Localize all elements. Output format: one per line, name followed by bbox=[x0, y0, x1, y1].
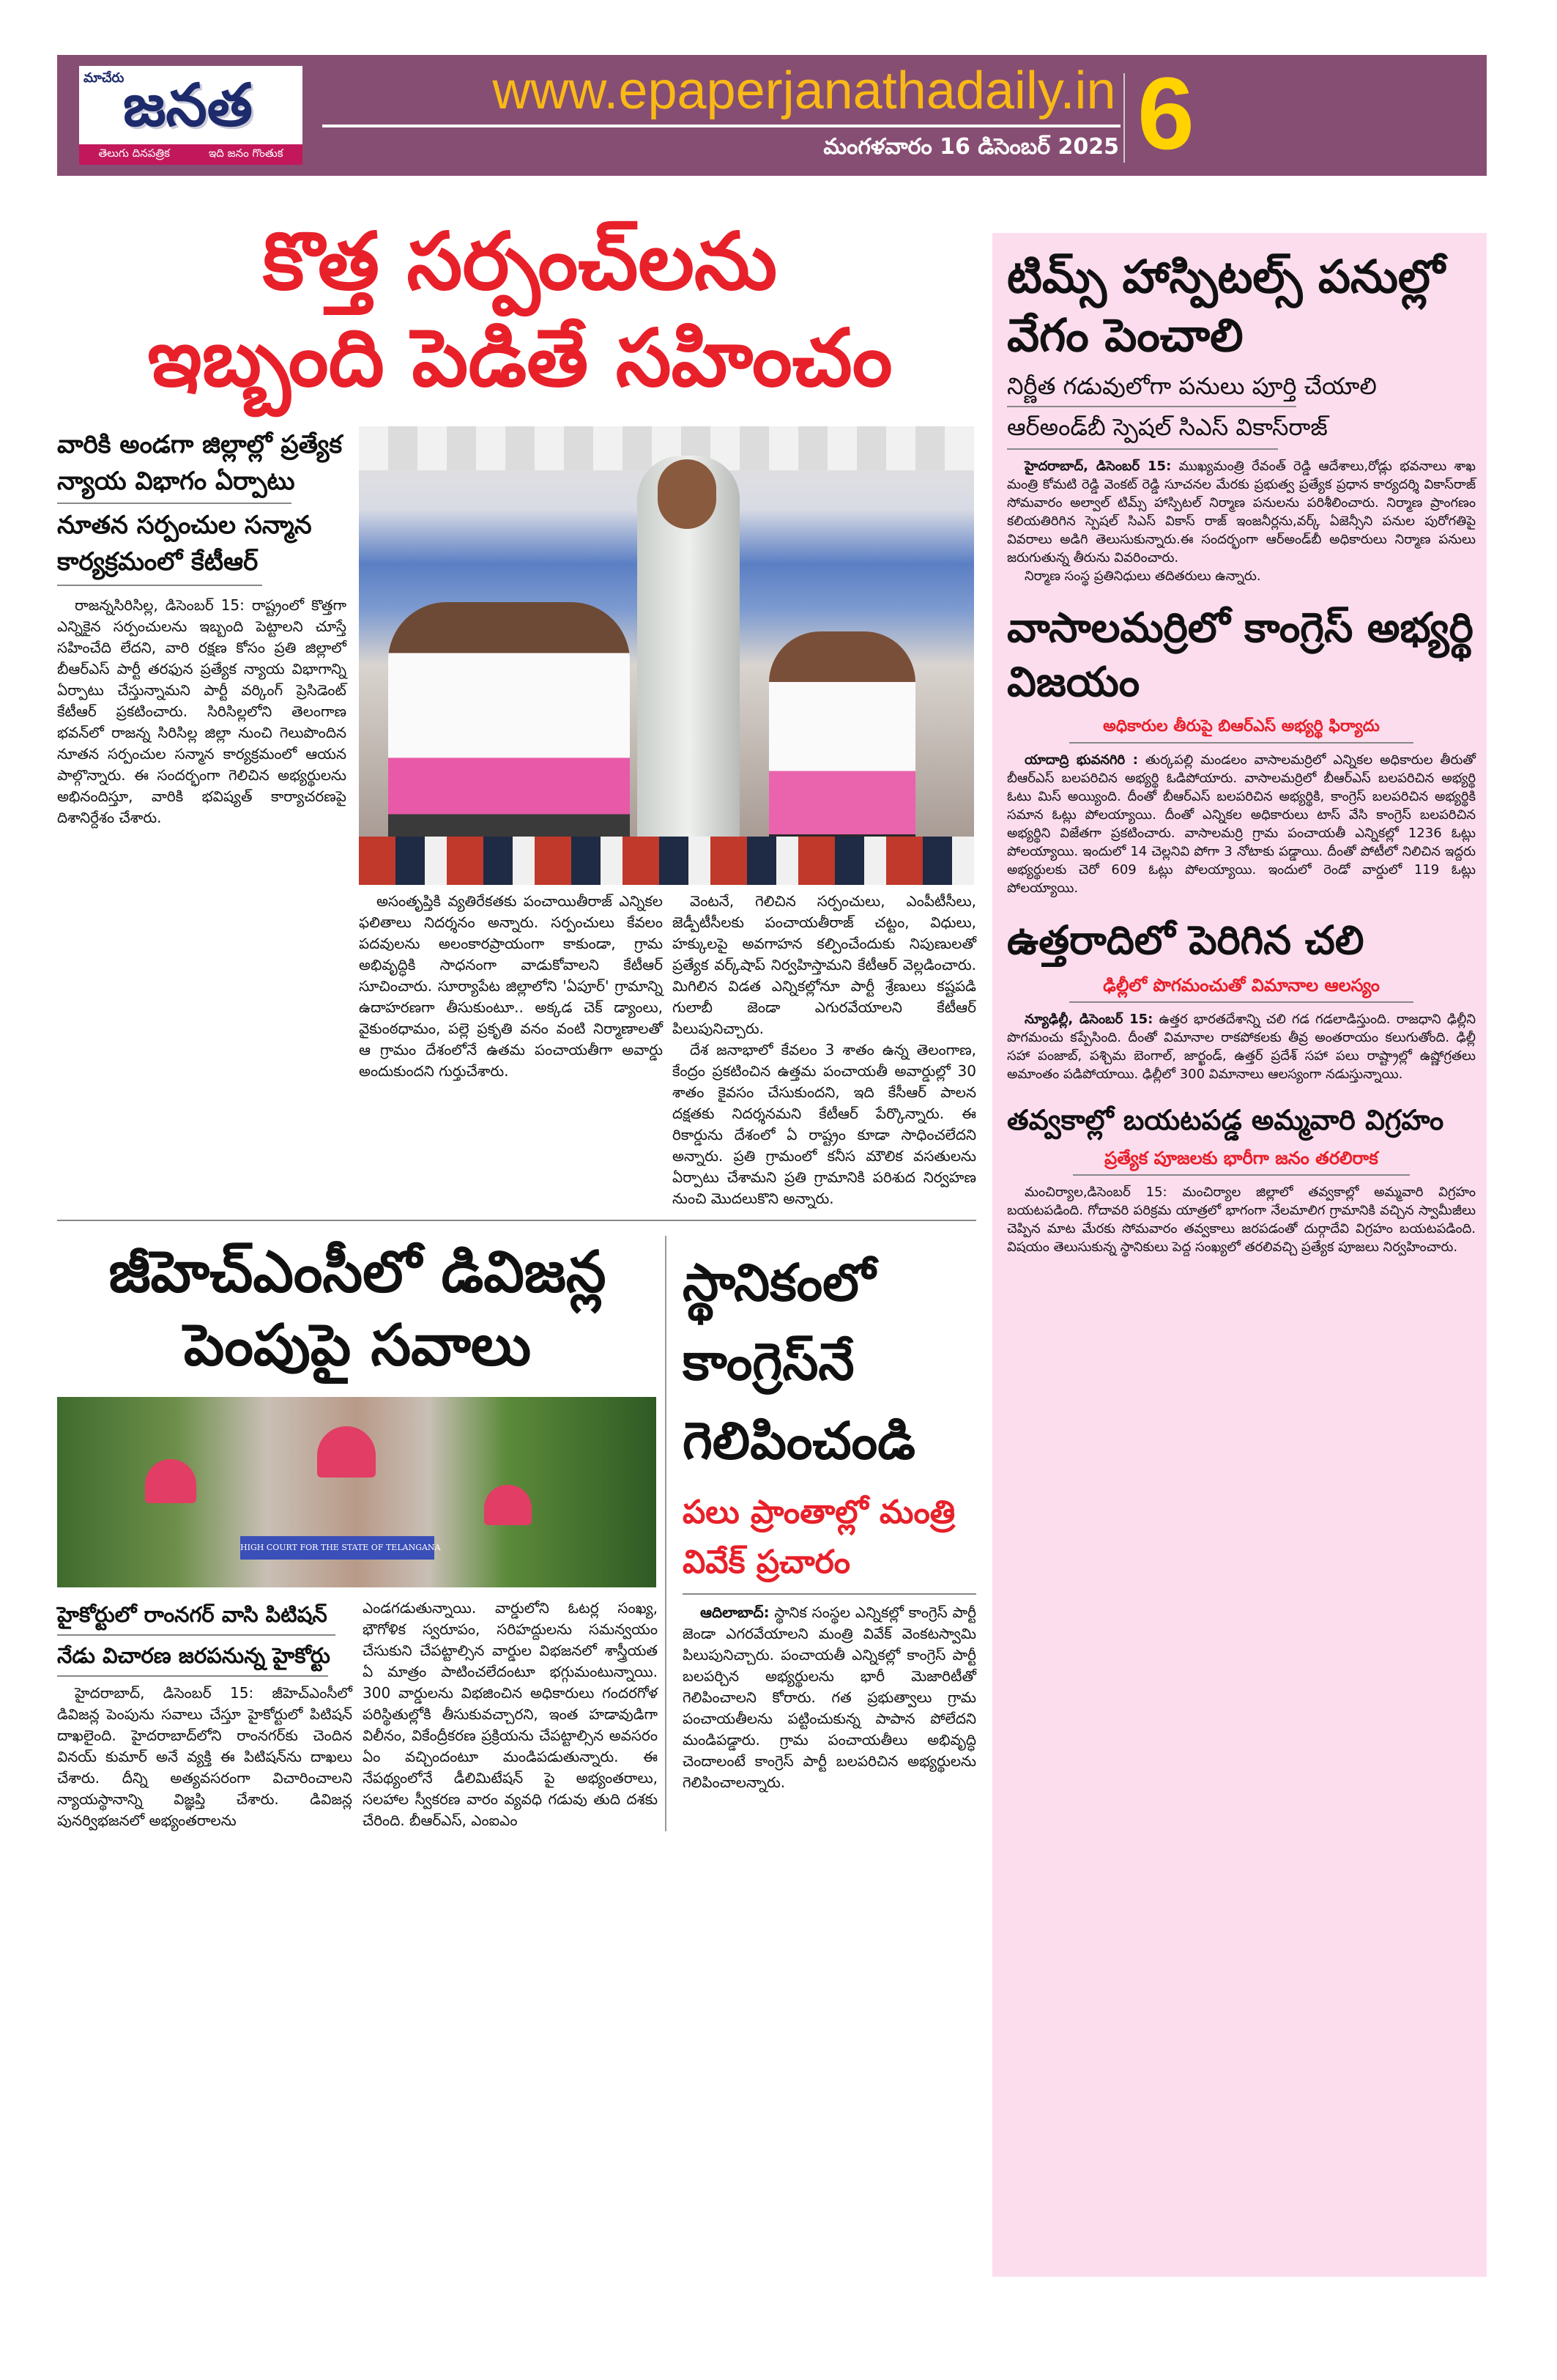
lead-story bbox=[57, 426, 976, 1209]
divider bbox=[57, 1634, 335, 1636]
local-headline: స్థానికంలో కాంగ్రెస్‌నే గెలిపించండి bbox=[683, 1253, 915, 1471]
logo-small-text: మాచేరు bbox=[83, 70, 125, 86]
main-content-area bbox=[57, 426, 976, 1831]
divider bbox=[1073, 1174, 1410, 1176]
divider bbox=[57, 503, 291, 504]
lead-lower-columns bbox=[359, 891, 976, 1209]
high-court-sign: HIGH COURT FOR THE STATE OF TELANGANA bbox=[240, 1536, 434, 1560]
photo-dome bbox=[145, 1459, 196, 1503]
divider bbox=[1069, 1001, 1413, 1003]
cold-subhead: ఢిల్లీలో పొగమంచుతో విమానాల ఆలస్యం bbox=[1103, 975, 1380, 996]
logo-name: జనత bbox=[123, 71, 253, 139]
vasalamarri-body bbox=[1007, 751, 1476, 897]
high-court-photo bbox=[57, 1397, 656, 1587]
logo-tagline-left: తెలుగు దినపత్రిక bbox=[98, 147, 170, 160]
divider bbox=[57, 585, 262, 586]
cold-body bbox=[1007, 1010, 1476, 1083]
photo-dome bbox=[317, 1426, 376, 1478]
ghmc-columns bbox=[57, 1598, 658, 1831]
ghmc-body-col-2: ఎండగడుతున్నాయి. వార్డులోని ఓటర్ల సంఖ్య, భౌగోళిక స్వరూపం, సరిహద్దులను సమన్వయం చేసుకుని చేపట్టాల్సిన వార్డుల విభజనలో శాస్త్రీయత ఏ మాత్రం పాటించలేదంటూ భగ్గుమంటున్నాయి. 300 వార్డులను విభజించిన అధికారులు గందరగోళ పరిస్థితుల్లోకి తీసుకువచ్చారని, ఇంత హడావుడిగా విలీనం, వికేంద్రీకరణ ప్రక్రియను చేపట్టాల్సిన అవసరం ఏం వచ్చిందంటూ మండిపడుతున్నారు. ఈ నేపథ్యంలోనే డీలిమిటేషన్ పై అభ్యంతరాలు, సలహాల స్వీకరణ వారం వ్యవధి గడువు తుది దశకు చేరింది. బీఆర్ఎస్, ఎంఐఎం bbox=[363, 1599, 658, 1829]
tims-body-text: ముఖ్యమంత్రి రేవంత్ రెడ్డి ఆదేశాలు,రోడ్లు భవనాలు శాఖ మంత్రి కోమటి రెడ్డి వెంకట్ రెడ్డి సూచనల మేరకు ప్రభుత్వ ప్రత్యేక ప్రధాన కార్యదర్శి వికాస్‌రాజ్ సోమవారం అల్వాల్ టిమ్స్ హాస్పిటల్ నిర్మాణ పనులను పరిశీలించారు. నిర్మాణ ప్రాంగణం కలియతిరిగిన స్పెషల్ సిఎస్ వికాస్ రాజ్ ఇంజనీర్లను,వర్క్ ఏజెన్సీని పనుల పురోగతిపై వివరాలు అడిగి తెలుసుకున్నారు.ఈ సందర్భంగా ఆర్‌అండ్‌బీ అధికారులు నిర్మాణ పనులు జరుగుతున్న తీరును వివరించారు. bbox=[1007, 459, 1476, 566]
lead-left-column bbox=[57, 426, 346, 828]
right-sidebar-panel bbox=[992, 233, 1487, 2277]
idol-body: మంచిర్యాల,డిసెంబర్ 15: మంచిర్యాల జిల్లాలో తవ్వకాల్లో అమ్మవారి విగ్రహం బయటపడింది. గోదావరి పరిక్రమ యాత్రలో భాగంగా నేలమాలిగ గ్రామానికి వచ్చిన స్వామీజీలు చెప్పిన మాట మేరకు సోమవారం తవ్వకాలు జరపడంతో దుర్గాదేవి విగ్రహం బయటపడింది. విషయం తెలుసుకున్న స్థానికులు పెద్ద సంఖ్యలో తరలివచ్చి ప్రత్యేక పూజలు నిర్వహించారు. bbox=[1007, 1185, 1476, 1255]
divider bbox=[1007, 406, 1296, 407]
masthead-vertical-divider bbox=[1123, 73, 1125, 163]
lower-section bbox=[57, 1236, 976, 1831]
masthead bbox=[57, 55, 1487, 176]
local-dateline: ఆదిలాబాద్: bbox=[700, 1604, 770, 1621]
logo-tagline-band bbox=[79, 144, 302, 165]
vasalamarri-story bbox=[1007, 601, 1476, 897]
ghmc-subhead-2: నేడు విచారణ జరపనున్న హైకోర్టు bbox=[57, 1643, 330, 1668]
idol-story bbox=[1007, 1100, 1476, 1256]
issue-date: మంగళవారం 16 డిసెంబర్ 2025 bbox=[823, 134, 1119, 160]
lead-headline-line-2: ఇబ్బంది పెడితే సహించం bbox=[147, 313, 893, 404]
photo-speaker-head bbox=[658, 459, 716, 529]
local-body-text: స్థానిక సంస్థల ఎన్నికల్లో కాంగ్రెస్ పార్టీ జెండా ఎగరవేయాలని మంత్రి వివేక్ వెంకటస్వామి పిలుపునిచ్చారు. పంచాయతీ ఎన్నికల్లో కాంగ్రెస్ పార్టీ బలపర్చిన అభ్యర్థులను భారీ మెజారిటీతో గెలిపించాలని కోరారు. గత ప్రభుత్వాలు గ్రామ పంచాయతీలను పట్టించుకున్న పాపాన పోలేదని మండిపడ్డారు. గ్రామ పంచాయతీలు అభివృద్ధి చెందాలంటే కాంగ్రెస్ పార్టీ బలపరిచిన అభ్యర్థులను గెలిపించాలన్నారు. bbox=[683, 1604, 977, 1791]
local-story bbox=[666, 1236, 976, 1831]
section-divider bbox=[57, 1220, 976, 1221]
local-subhead: పలు ప్రాంతాల్లో మంత్రి వివేక్ ప్రచారం bbox=[683, 1494, 956, 1581]
divider bbox=[57, 1675, 328, 1677]
lead-headline bbox=[59, 214, 981, 407]
lead-right-area bbox=[359, 426, 976, 1209]
idol-headline: తవ్వకాల్లో బయటపడ్డ అమ్మవారి విగ్రహం bbox=[1007, 1104, 1444, 1136]
lead-subhead-1: వారికి అండగా జిల్లాల్లో ప్రత్యేక న్యాయ విభాగం ఏర్పాటు bbox=[57, 430, 343, 496]
local-body bbox=[683, 1602, 976, 1793]
masthead-divider bbox=[322, 125, 1121, 127]
lead-body-col-3-para-1: వెంటనే, గెలిచిన సర్పంచులు, ఎంపీటీసీలు, జెడ్పీటీసీలకు పంచాయతీరాజ్ చట్టం, విధులు, హక్కులపై అవగాహన కల్పించేందుకు నిపుణులతో ప్రత్యేక వర్క్‌షాప్ నిర్వహిస్తామని కేటీఆర్ వెల్లడించారు. మిగిలిన విడత ఎన్నికల్లోనూ పార్టీ శ్రేణులు కష్టపడి గులాబీ జెండా ఎగురవేయాలని కేటీఆర్ పిలుపునిచ్చారు. bbox=[672, 892, 976, 1037]
divider bbox=[683, 1593, 976, 1595]
photo-dome bbox=[484, 1485, 532, 1525]
ghmc-headline bbox=[57, 1236, 658, 1382]
photo-microphones bbox=[359, 837, 974, 885]
tims-story bbox=[1007, 248, 1476, 585]
cold-story bbox=[1007, 913, 1476, 1083]
ghmc-story bbox=[57, 1236, 665, 1831]
cold-dateline: న్యూఢిల్లీ, డిసెంబర్ 15: bbox=[1025, 1012, 1153, 1027]
tims-body bbox=[1007, 457, 1476, 585]
vasalamarri-headline: వాసాలమర్రిలో కాంగ్రెస్ అభ్యర్థి విజయం bbox=[1007, 604, 1474, 706]
tims-body-end: నిర్మాణ సంస్థ ప్రతినిధులు తదితరులు ఉన్నారు. bbox=[1025, 568, 1261, 584]
newspaper-logo bbox=[79, 66, 302, 165]
lead-headline-line-1: కొత్త సర్పంచ్‌లను bbox=[262, 216, 778, 308]
ghmc-headline-line-2: పెంపుపై సవాలు bbox=[183, 1313, 532, 1379]
lead-body-col-3-para-2: దేశ జనాభాలో కేవలం 3 శాతం ఉన్న తెలంగాణ, కేంద్రం ప్రకటించిన ఉత్తమ పంచాయతీ అవార్డుల్లో 30 శాతం కైవసం చేసుకుందని, ఇది కేసీఆర్ పాలన దక్షతకు నిదర్శనమని కేటీఆర్ పేర్కొన్నారు. ఈ రికార్డును దేశంలో ఏ రాష్ట్రం కూడా సాధించలేదని అన్నారు. ప్రతి గ్రామంలో కనీస మౌలిక వసతులను ఏర్పాటు చేశామని ప్రతి గ్రామానికి పరిశుద నిర్వహణ నుంచి మొదలుకొని అన్నారు. bbox=[672, 1041, 976, 1207]
lead-body-col-1: రాజన్నసిరిసిల్ల, డిసెంబర్ 15: రాష్ట్రంలో కొత్తగా ఎన్నికైన సర్పంచులను ఇబ్బంది పెట్టాలని చూస్తే సహించేది లేదని, వారి రక్షణ కోసం ప్రతి జిల్లాలో బీఆర్ఎస్ పార్టీ తరఫున ప్రత్యేక న్యాయ విభాగాన్ని ఏర్పాటు చేస్తున్నామని పార్టీ వర్కింగ్ ప్రెసిడెంట్ కేటీఆర్ ప్రకటించారు. సిరిసిల్లలోని తెలంగాణ భవన్‌లో రాజన్న సిరిసిల్ల జిల్లా నుంచి గెలుపొందిన నూతన సర్పంచుల సన్మాన కార్యక్రమంలో ఆయన పాల్గొన్నారు. ఈ సందర్భంగా గెలిచిన అభ్యర్థులను అభినందిస్తూ, వారికి భవిష్యత్ కార్యాచరణపై దిశానిర్దేశం చేశారు. bbox=[57, 596, 346, 826]
vasalamarri-subhead: అధికారుల తీరుపై బిఆర్ఎస్ అభ్యర్థి ఫిర్యాదు bbox=[1103, 717, 1380, 735]
tims-subhead-2: ఆర్‌అండ్‌బీ స్పెషల్ సిఎస్ వికాస్‌రాజ్ bbox=[1007, 413, 1328, 441]
website-url[interactable]: www.epaperjanathadaily.in bbox=[492, 62, 1116, 120]
vasalamarri-dateline: యాదాద్రి భువనగిరి : bbox=[1025, 752, 1138, 768]
page-number: 6 bbox=[1137, 56, 1194, 171]
lead-subhead-2: నూతన సర్పంచుల సన్మాన కార్యక్రమంలో కేటీఆర్ bbox=[57, 511, 312, 577]
logo-tagline-right: ఇది జనం గొంతుక bbox=[208, 147, 283, 160]
idol-subhead: ప్రత్యేక పూజలకు భారీగా జనం తరలిరాక bbox=[1104, 1148, 1378, 1168]
cold-body-text: ఉత్తర భారతదేశాన్ని చలి గడ గడలాడిస్తుంది. రాజధాని ఢిల్లీని పొగమంచు కప్పేసింది. దీంతో విమానాల రాకపోకలకు తీవ్ర అంతరాయం కలుగుతోంది. ఢిల్లీ సహా పంజాబ్, పశ్చిమ బెంగాల్, జార్ఖండ్, ఉత్తర్ ప్రదేశ్ సహా పలు రాష్ట్రాల్లో ఉష్ణోగ్రతలు అమాంతం పడిపోయాయి. ఢిల్లీలో 300 విమానాలు ఆలస్యంగా నడుస్తున్నాయి. bbox=[1007, 1012, 1476, 1082]
tims-subhead-1: నిర్ణీత గడువులోగా పనులు పూర్తి చేయాలి bbox=[1007, 372, 1377, 400]
ghmc-body-col-1: హైదరాబాద్, డిసెంబర్ 15: జీహెచ్‌ఎంసీలో డివిజన్ల పెంపును సవాలు చేస్తూ హైకోర్టులో పిటిషన్ దాఖలైంది. హైదరాబాద్‌లోని రాంనగర్‌కు చెందిన వినయ్ కుమార్ అనే వ్యక్తి ఈ పిటిషన్‌ను దాఖలు చేశారు. దీన్ని అత్యవసరంగా విచారించాలని న్యాయస్థానాన్ని విజ్ఞప్తి చేశారు. డివిజన్ల పునర్విభజనలో అభ్యంతరాలను bbox=[57, 1684, 352, 1829]
ghmc-col-1 bbox=[57, 1598, 352, 1831]
divider bbox=[1069, 742, 1413, 744]
tims-dateline: హైదరాబాద్, డిసెంబర్ 15: bbox=[1025, 459, 1172, 474]
ghmc-subhead-1: హైకోర్టులో రాంనగర్ వాసి పిటిషన్ bbox=[57, 1602, 327, 1627]
tims-headline: టిమ్స్ హాస్పిటల్స్ పనుల్లో వేగం పెంచాలి bbox=[1007, 250, 1445, 362]
lead-photo-ktr-speaking bbox=[359, 426, 974, 885]
cold-headline: ఉత్తరాదిలో పెరిగిన చలి bbox=[1007, 917, 1364, 963]
divider bbox=[1007, 448, 1278, 450]
vasalamarri-body-text: తుర్కపల్లి మండలం వాసాలమర్రిలో ఎన్నికల అధికారుల తీరుతో బీఆర్ఎస్ బలపరిచిన అభ్యర్థి ఓడిపోయారు. వాసాలమర్రిలో బీఆర్ఎస్ బలపరిచిన అభ్యర్థి ఓటు మిస్ అయ్యింది. దీంతో బీఆర్ఎస్ బలపరిచిన అభ్యర్థికి, కాంగ్రెస్ బలపరిచిన అభ్యర్థికి సమాన ఓట్లు పోలయ్యాయి. దీంతో ఎన్నికల అధికారులు టాస్ వేసి కాంగ్రెస్ బలపరిచిన అభ్యర్థిని విజేతగా ప్రకటించారు. వాసాలమర్రి గ్రామ పంచాయతీ ఎన్నికల్లో 1236 ఓట్లు పోలయ్యాయి. ఇందులో 14 చెల్లనివి పోగా 3 నోటాకు పడ్డాయి. దీంతో పోటీలో నిలిచిన ఇద్దరు అభ్యర్థులకు చెరో 609 ఓట్లు పోలయ్యాయి. ఇందులో రెండో వార్డులో 119 ఓట్లు పోలయ్యాయి. bbox=[1007, 752, 1476, 896]
ghmc-headline-line-1: జీహెచ్‌ఎంసీలో డివిజన్ల bbox=[108, 1239, 606, 1305]
lead-body-col-3 bbox=[672, 891, 976, 1209]
lead-body-col-2: అసంతృప్తికి వ్యతిరేకతకు పంచాయితీరాజ్ ఎన్నికల ఫలితాలు నిదర్శనం అన్నారు. సర్పంచులు కేవలం పదవులను అలంకారప్రాయంగా కాకుండా, గ్రామ అభివృద్ధికి సాధనంగా వాడుకోవాలని కేటీఆర్ సూచించారు. సూర్యాపేట జిల్లాలోని 'ఏపూర్' గ్రామాన్ని ఉదాహరణగా తీసుకుంటూ.. అక్కడ చెక్ డ్యాంలు, వైకుంఠధామం, పల్లె ప్రకృతి వనం వంటి నిర్మాణాలతో ఆ గ్రామం దేశంలోనే ఉతమ పంచాయతీగా అవార్డు అందుకుందని గుర్తుచేశారు. bbox=[359, 892, 663, 1080]
